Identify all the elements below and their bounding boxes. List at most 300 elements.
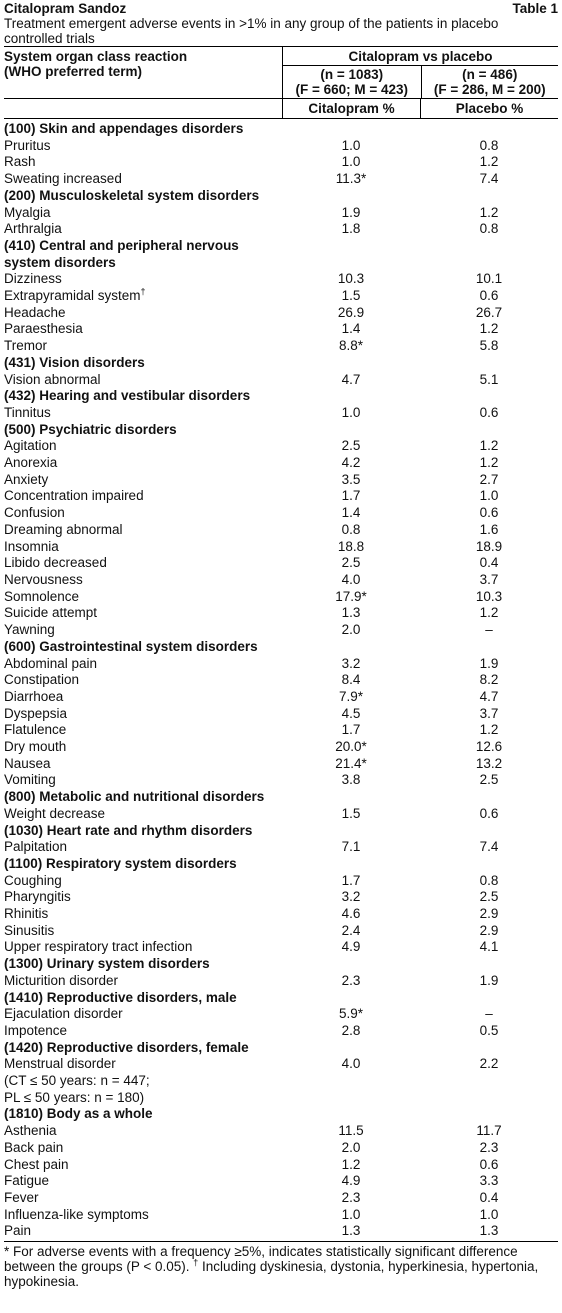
reaction-cell [4, 772, 282, 789]
citalopram-value: 17.9* [335, 588, 367, 604]
section-heading-row [4, 238, 558, 255]
reaction-cell [4, 939, 282, 956]
column-header-placebo: Placebo % [420, 99, 558, 118]
reaction-label: Dyspepsia [4, 705, 68, 721]
citalopram-value: 1.7 [341, 722, 361, 738]
table-row [4, 739, 558, 756]
reaction-cell [4, 1123, 282, 1140]
citalopram-value: 1.5 [341, 288, 361, 304]
placebo-value: 0.6 [479, 404, 499, 420]
citalopram-value: 4.9 [341, 939, 361, 955]
table-row [4, 973, 558, 990]
footnote-extrapyramidal: Including dyskinesia, dystonia, hyperkinesia, hypertonia, hypokinesia. [4, 1259, 539, 1290]
citalopram-value: 1.0 [341, 1206, 361, 1222]
section-heading: (800) Metabolic and nutritional disorders [4, 789, 265, 805]
reaction-label: Rash [4, 154, 36, 170]
reaction-label: Insomnia [4, 538, 59, 554]
reaction-cell [4, 906, 282, 923]
reaction-cell [4, 455, 282, 472]
citalopram-value: 2.8 [341, 1022, 361, 1038]
citalopram-value: 3.2 [341, 889, 361, 905]
reaction-label: Abdominal pain [4, 655, 98, 671]
group-header-block [282, 47, 558, 98]
placebo-value: 11.7 [476, 1123, 502, 1139]
reaction-label: Menstrual disorder [4, 1056, 116, 1072]
section-heading: (500) Psychiatric disorders [4, 421, 177, 437]
table-row [4, 873, 558, 890]
table-row [4, 1056, 558, 1073]
placebo-value: – [485, 1006, 493, 1022]
table-row [4, 405, 558, 422]
placebo-value: 10.1 [475, 271, 503, 287]
citalopram-value: 2.4 [341, 922, 361, 938]
reaction-label: Dizziness [4, 271, 62, 287]
citalopram-value: 1.0 [341, 404, 361, 420]
placebo-value: 3.7 [479, 571, 499, 587]
reaction-cell [4, 722, 282, 739]
citalopram-value: 4.0 [341, 1056, 361, 1072]
reaction-cell [4, 305, 282, 322]
placebo-value: 1.2 [479, 438, 499, 454]
section-heading-row [4, 388, 558, 405]
reaction-cell [4, 338, 282, 355]
table-row [4, 772, 558, 789]
citalopram-value: 8.8* [338, 338, 364, 354]
citalopram-value: 18.8 [337, 538, 365, 554]
table-row [4, 338, 558, 355]
reaction-cell [4, 288, 282, 305]
placebo-value: 0.4 [479, 1190, 499, 1205]
placebo-value: 5.8 [479, 338, 499, 354]
table-row [4, 205, 558, 222]
citalopram-n-total: (n = 1083) [320, 67, 384, 82]
table-row [4, 372, 558, 389]
table-row [4, 1190, 558, 1207]
table-row [4, 923, 558, 940]
reaction-cell [4, 472, 282, 489]
citalopram-value: 1.0 [341, 137, 361, 153]
citalopram-value: 4.0 [341, 571, 361, 587]
citalopram-value: 4.5 [341, 705, 361, 721]
placebo-value: 1.2 [479, 455, 499, 471]
table-row [4, 305, 558, 322]
section-heading-row [4, 990, 558, 1007]
reaction-label: Tremor [4, 338, 47, 354]
citalopram-value: 1.7 [341, 488, 361, 504]
reaction-cell [4, 539, 282, 556]
placebo-value [420, 1090, 558, 1107]
reaction-label: Fever [4, 1190, 39, 1205]
table-row [4, 1073, 558, 1090]
citalopram-value: 20.0* [335, 739, 367, 755]
reaction-cell [4, 171, 282, 188]
reaction-label: Nervousness [4, 571, 83, 587]
placebo-value: 1.2 [479, 154, 499, 170]
section-heading-row [4, 1040, 558, 1057]
citalopram-value: 8.4 [341, 672, 361, 688]
reaction-cell [4, 154, 282, 171]
citalopram-n-sex: (F = 660; M = 423) [295, 82, 409, 97]
table-row [4, 321, 558, 338]
section-heading: (1420) Reproductive disorders, female [4, 1039, 249, 1055]
reaction-label: Rhinitis [4, 906, 49, 922]
reaction-label: Confusion [4, 505, 65, 521]
citalopram-value: 1.2 [341, 1156, 361, 1172]
reaction-label: (CT ≤ 50 years: n = 447; [4, 1073, 150, 1089]
table-row [4, 555, 558, 572]
reaction-cell [4, 973, 282, 990]
reaction-cell [4, 555, 282, 572]
reaction-cell [4, 438, 282, 455]
citalopram-value: 2.0 [341, 622, 361, 638]
reaction-label: Chest pain [4, 1156, 69, 1172]
row-header-line-1: System organ class reaction [4, 49, 188, 64]
reaction-cell [4, 605, 282, 622]
reaction-cell [4, 1190, 282, 1207]
table-row [4, 572, 558, 589]
citalopram-value [282, 1090, 420, 1107]
footnote-dagger: † [193, 1257, 199, 1268]
placebo-value: 1.2 [479, 321, 499, 337]
section-heading: (431) Vision disorders [4, 354, 145, 370]
reaction-label: Dreaming abnormal [4, 521, 123, 537]
reaction-label: Tinnitus [4, 404, 51, 420]
citalopram-value: 2.3 [341, 972, 361, 988]
table-row [4, 138, 558, 155]
placebo-value: 12.6 [475, 739, 503, 755]
dagger-marker: † [140, 286, 146, 297]
table-row [4, 1207, 558, 1224]
placebo-value: 1.2 [479, 605, 499, 621]
reaction-cell [4, 1056, 282, 1073]
column-header-citalopram: Citalopram % [282, 99, 420, 118]
table-body [4, 119, 558, 1240]
table-row [4, 939, 558, 956]
reaction-cell [4, 806, 282, 823]
reaction-cell [4, 889, 282, 906]
citalopram-value: 26.9 [337, 304, 365, 320]
citalopram-value [282, 1073, 420, 1090]
reaction-label: Weight decrease [4, 805, 106, 821]
placebo-value: 2.5 [479, 772, 499, 788]
placebo-value: 8.2 [479, 672, 499, 688]
table-row [4, 539, 558, 556]
section-heading: (1810) Body as a whole [4, 1106, 153, 1122]
reaction-label: Flatulence [4, 722, 67, 738]
drug-name: Citalopram Sandoz [4, 1, 127, 16]
placebo-value: 1.9 [479, 972, 499, 988]
section-heading: (410) Central and peripheral nervous [4, 237, 239, 253]
section-heading-row [4, 1106, 558, 1123]
table-row [4, 622, 558, 639]
reaction-cell [4, 505, 282, 522]
table-row [4, 522, 558, 539]
table-row [4, 1006, 558, 1023]
placebo-value: 2.3 [479, 1139, 499, 1155]
table-title-bar [4, 0, 558, 16]
reaction-label: Concentration impaired [4, 488, 144, 504]
table-row [4, 1023, 558, 1040]
table-row [4, 889, 558, 906]
table-row [4, 689, 558, 706]
table-row [4, 1090, 558, 1107]
section-heading-row [4, 956, 558, 973]
section-heading-row [4, 255, 558, 272]
placebo-value: 4.7 [479, 688, 499, 704]
citalopram-value: 11.5 [338, 1123, 364, 1139]
citalopram-n [283, 66, 421, 98]
reaction-cell [4, 572, 282, 589]
reaction-label: Anxiety [4, 471, 49, 487]
section-heading: (1300) Urinary system disorders [4, 956, 210, 972]
table-row [4, 154, 558, 171]
section-heading-row [4, 121, 558, 138]
placebo-value: 0.6 [479, 288, 499, 304]
citalopram-value: 1.3 [341, 1223, 361, 1239]
reaction-label: Palpitation [4, 839, 68, 855]
placebo-value: 1.9 [479, 655, 499, 671]
reaction-cell [4, 839, 282, 856]
citalopram-value: 4.9 [341, 1173, 361, 1189]
group-header: Citalopram vs placebo [283, 47, 558, 66]
placebo-value: 10.3 [475, 588, 503, 604]
reaction-label: Extrapyramidal system [4, 288, 141, 304]
placebo-value: 1.2 [479, 204, 499, 220]
table-row [4, 288, 558, 305]
table-row [4, 656, 558, 673]
section-heading: (100) Skin and appendages disorders [4, 121, 244, 136]
placebo-n-total: (n = 486) [462, 67, 518, 82]
placebo-value: 2.5 [479, 889, 499, 905]
reaction-label: Ejaculation disorder [4, 1006, 123, 1022]
reaction-cell [4, 138, 282, 155]
placebo-value: 2.9 [479, 906, 499, 922]
reaction-cell [4, 706, 282, 723]
reaction-label: Back pain [4, 1139, 64, 1155]
table-row [4, 806, 558, 823]
reaction-cell [4, 1090, 282, 1107]
table-row [4, 488, 558, 505]
group-n-row [283, 66, 558, 98]
row-header-line-2: (WHO preferred term) [4, 64, 143, 79]
reaction-label: Myalgia [4, 204, 51, 220]
placebo-value: 18.9 [475, 538, 503, 554]
reaction-label: Agitation [4, 438, 57, 454]
placebo-value: 1.3 [479, 1223, 499, 1239]
table-row [4, 505, 558, 522]
table-row [4, 605, 558, 622]
table-caption: Treatment emergent adverse events in >1% in any group of the patients in placebo controlled trials [4, 16, 499, 46]
table-row [4, 706, 558, 723]
citalopram-value: 1.8 [341, 221, 361, 237]
citalopram-value: 1.5 [341, 805, 361, 821]
placebo-value: 5.1 [479, 371, 499, 387]
table-row [4, 906, 558, 923]
citalopram-value: 1.3 [341, 605, 361, 621]
table-row [4, 1123, 558, 1140]
reaction-label: Libido decreased [4, 555, 107, 571]
section-heading-row [4, 188, 558, 205]
placebo-value: 7.4 [479, 171, 499, 187]
column-header-row [4, 99, 558, 119]
reaction-cell [4, 1173, 282, 1190]
citalopram-value: 4.2 [341, 455, 361, 471]
citalopram-value: 3.2 [341, 655, 361, 671]
section-heading: (200) Musculoskeletal system disorders [4, 187, 260, 203]
citalopram-value: 2.3 [341, 1190, 361, 1205]
reaction-cell [4, 756, 282, 773]
reaction-cell [4, 739, 282, 756]
section-heading-row [4, 639, 558, 656]
placebo-value: 0.6 [479, 805, 499, 821]
reaction-label: Coughing [4, 872, 62, 888]
reaction-cell [4, 221, 282, 238]
citalopram-value: 5.9* [338, 1006, 364, 1022]
citalopram-value: 1.7 [341, 872, 361, 888]
section-heading-row [4, 789, 558, 806]
reaction-cell [4, 622, 282, 639]
section-heading-row [4, 856, 558, 873]
table-row [4, 589, 558, 606]
citalopram-value: 1.4 [341, 505, 361, 521]
table-row [4, 1223, 558, 1240]
reaction-cell [4, 672, 282, 689]
reaction-cell [4, 656, 282, 673]
reaction-label: PL ≤ 50 years: n = 180) [4, 1089, 145, 1105]
reaction-label: Asthenia [4, 1123, 57, 1139]
table-row [4, 672, 558, 689]
section-heading: (1030) Heart rate and rhythm disorders [4, 822, 253, 838]
placebo-value: 0.8 [479, 137, 499, 153]
section-heading-row [4, 422, 558, 439]
section-heading-row [4, 823, 558, 840]
citalopram-value: 0.8 [341, 521, 361, 537]
placebo-value: 7.4 [479, 839, 499, 855]
citalopram-value: 1.4 [341, 321, 361, 337]
reaction-label: Dry mouth [4, 739, 67, 755]
reaction-label: Anorexia [4, 455, 58, 471]
reaction-label: Pain [4, 1223, 32, 1239]
section-heading: (1100) Respiratory system disorders [4, 855, 237, 871]
citalopram-value: 1.9 [341, 204, 361, 220]
table-row [4, 1140, 558, 1157]
reaction-label: Pruritus [4, 137, 51, 153]
section-heading: (432) Hearing and vestibular disorders [4, 388, 251, 404]
table-row [4, 438, 558, 455]
placebo-n [421, 66, 559, 98]
reaction-label: Sinusitis [4, 922, 55, 938]
citalopram-value: 7.1 [341, 839, 361, 855]
row-header [4, 47, 282, 98]
placebo-value: 1.6 [479, 521, 499, 537]
reaction-label: Fatigue [4, 1173, 50, 1189]
placebo-value: 2.2 [479, 1056, 499, 1072]
reaction-label: Headache [4, 304, 66, 320]
citalopram-value: 3.8 [341, 772, 361, 788]
citalopram-value: 1.0 [341, 154, 361, 170]
placebo-value: 2.9 [479, 922, 499, 938]
placebo-value: – [485, 622, 493, 638]
citalopram-value: 2.5 [341, 438, 361, 454]
reaction-label: Impotence [4, 1022, 68, 1038]
placebo-value: 1.0 [479, 488, 499, 504]
reaction-cell [4, 1140, 282, 1157]
placebo-value: 0.8 [479, 872, 499, 888]
section-heading-row [4, 355, 558, 372]
table-header [4, 47, 558, 98]
reaction-cell [4, 405, 282, 422]
placebo-value: 4.1 [479, 939, 499, 955]
section-heading: system disorders [4, 254, 116, 270]
reaction-label: Somnolence [4, 588, 80, 604]
placebo-value: 3.3 [479, 1173, 499, 1189]
reaction-label: Influenza-like symptoms [4, 1206, 149, 1222]
placebo-value: 2.7 [479, 471, 499, 487]
reaction-label: Vomiting [4, 772, 56, 788]
reaction-cell [4, 321, 282, 338]
reaction-cell [4, 689, 282, 706]
citalopram-value: 4.6 [341, 906, 361, 922]
reaction-cell [4, 1207, 282, 1224]
reaction-cell [4, 522, 282, 539]
placebo-value: 0.6 [479, 1156, 499, 1172]
footnote-significance: * For adverse events with a frequency ≥5%, indicates statistically significant difference between the groups (P < 0.05). [4, 1244, 518, 1275]
citalopram-value: 11.3* [335, 171, 367, 187]
reaction-cell [4, 589, 282, 606]
table-row [4, 722, 558, 739]
reaction-cell [4, 1006, 282, 1023]
table-row [4, 221, 558, 238]
table-row [4, 271, 558, 288]
table-row [4, 1157, 558, 1174]
footnote [4, 1241, 558, 1289]
reaction-label: Upper respiratory tract infection [4, 939, 193, 955]
reaction-label: Pharyngitis [4, 889, 71, 905]
section-heading: (600) Gastrointestinal system disorders [4, 638, 258, 654]
placebo-value: 0.4 [479, 555, 499, 571]
citalopram-value: 21.4* [335, 755, 367, 771]
reaction-cell [4, 923, 282, 940]
table-row [4, 455, 558, 472]
table-row [4, 472, 558, 489]
reaction-label: Paraesthesia [4, 321, 83, 337]
reaction-cell [4, 1157, 282, 1174]
reaction-label: Arthralgia [4, 221, 62, 237]
placebo-value: 0.8 [479, 221, 499, 237]
placebo-value [420, 1073, 558, 1090]
section-heading: (1410) Reproductive disorders, male [4, 989, 237, 1005]
reaction-cell [4, 372, 282, 389]
placebo-value: 0.5 [479, 1022, 499, 1038]
placebo-value: 13.2 [475, 755, 503, 771]
placebo-value: 1.0 [479, 1206, 499, 1222]
reaction-label: Vision abnormal [4, 371, 101, 387]
placebo-n-sex: (F = 286, M = 200) [433, 82, 546, 97]
reaction-cell [4, 1023, 282, 1040]
placebo-value: 26.7 [475, 304, 503, 320]
reaction-label: Suicide attempt [4, 605, 98, 621]
table-row [4, 171, 558, 188]
column-header-blank [4, 99, 282, 118]
citalopram-value: 4.7 [341, 371, 361, 387]
placebo-value: 1.2 [479, 722, 499, 738]
citalopram-value: 7.9* [338, 688, 364, 704]
reaction-label: Micturition disorder [4, 972, 119, 988]
reaction-cell [4, 1223, 282, 1240]
reaction-label: Nausea [4, 755, 51, 771]
reaction-cell [4, 873, 282, 890]
reaction-label: Yawning [4, 622, 55, 638]
